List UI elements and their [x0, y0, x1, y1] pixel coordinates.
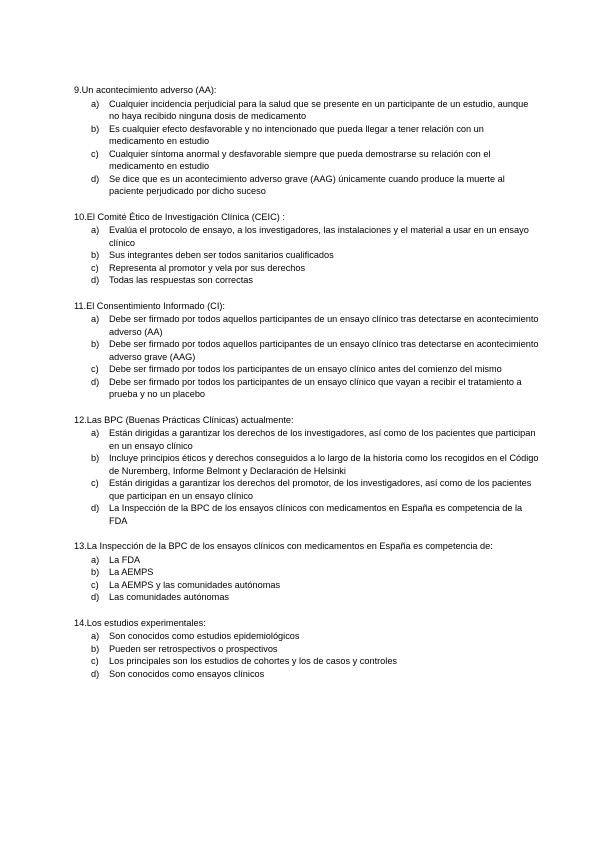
question-title: 10.El Comité Ético de Investigación Clínica (CEIC) : [74, 211, 285, 222]
option-letter: b) [91, 123, 100, 134]
question-11 [74, 300, 540, 401]
option-text: Son conocidos como estudios epidemiológicos [109, 631, 300, 641]
option-text: Son conocidos como ensayos clínicos [109, 668, 265, 679]
option-letter: b) [91, 453, 100, 463]
option-letter: b) [91, 567, 100, 577]
option-letter: a) [91, 225, 100, 235]
option-text: Están dirigidas a garantizar los derechos del promotor, de los investigadores, así como de los pacientes que participan en un ensayo clínico [109, 478, 532, 501]
option-c [74, 363, 540, 376]
question-title: 13.La Inspección de la BPC de los ensayos clínicos con medicamentos en España es competencia de: [74, 541, 493, 551]
option-list [74, 554, 540, 604]
option-d [74, 274, 540, 287]
option-list [74, 313, 540, 401]
option-list [74, 98, 540, 198]
option-a [74, 313, 540, 338]
option-b [74, 338, 540, 363]
option-b [74, 566, 540, 579]
option-text: Sus integrantes deben ser todos sanitarios cualificados [109, 250, 334, 260]
option-text: Es cualquier efecto desfavorable y no intencionado que pueda llegar a tener relación con un medicamento en estudio [109, 123, 484, 146]
question-title: 11.El Consentimiento Informado (CI): [74, 300, 225, 311]
option-letter: a) [91, 98, 100, 109]
option-list [74, 224, 540, 287]
option-letter: b) [91, 250, 100, 260]
option-b [74, 249, 540, 262]
option-letter: a) [91, 314, 100, 324]
option-text: La AEMPS y las comunidades autónomas [109, 579, 281, 590]
option-letter: d) [91, 275, 100, 285]
option-letter: d) [91, 173, 100, 184]
question-12 [74, 414, 540, 528]
option-letter: d) [91, 376, 100, 387]
option-c [74, 579, 540, 592]
option-text: Están dirigidas a garantizar los derechos de los investigadores, así como de los pacientes que participan en un ensayo clínico [109, 428, 536, 451]
option-text: Incluye principios éticos y derechos conseguidos a lo largo de la historia como los recogidos en el Código de Nuremberg, Informe Belmont y Declaración de Helsinki [109, 453, 539, 476]
option-text: Todas las respuestas son correctas [109, 275, 254, 285]
option-d [74, 591, 540, 604]
option-letter: c) [91, 148, 99, 159]
option-letter: c) [91, 579, 99, 590]
option-text: Pueden ser retrospectivos o prospectivos [109, 643, 278, 654]
option-letter: c) [91, 656, 99, 666]
option-a [74, 224, 540, 249]
option-b [74, 643, 540, 656]
option-text: Debe ser firmado por todos los participantes de un ensayo clínico antes del comienzo del mismo [109, 364, 502, 374]
option-d [74, 173, 540, 198]
option-text: La FDA [109, 554, 141, 565]
option-letter: a) [91, 428, 100, 438]
option-text: Debe ser firmado por todos los participantes de un ensayo clínico que vayan a recibir el tratamiento a prueba y no un placebo [109, 376, 522, 399]
option-a [74, 630, 540, 643]
option-text: Se dice que es un acontecimiento adverso grave (AAG) únicamente cuando produce la muerte al paciente perjudicado por dicho suceso [109, 173, 505, 196]
option-letter: d) [91, 668, 100, 679]
question-14 [74, 617, 540, 681]
option-a [74, 98, 540, 123]
option-d [74, 376, 540, 401]
option-text: Cualquier síntoma anormal y desfavorable siempre que pueda demostrarse su relación con el medicamento en estudio [109, 148, 491, 171]
option-c [74, 148, 540, 173]
option-c [74, 655, 540, 668]
option-letter: c) [91, 478, 99, 488]
question-9 [74, 84, 540, 198]
option-a [74, 427, 540, 452]
question-title: 12.Las BPC (Buenas Prácticas Clínicas) actualmente: [74, 414, 294, 425]
question-10 [74, 211, 540, 287]
option-letter: d) [91, 592, 100, 602]
option-text: Debe ser firmado por todos aquellos participantes de un ensayo clínico tras detectarse en acontecimiento adverso grave (AAG) [109, 339, 539, 362]
option-text: La AEMPS [109, 567, 154, 577]
option-letter: b) [91, 339, 100, 349]
option-text: Cualquier incidencia perjudicial para la salud que se presente en un participante de un estudio, aunque no haya recibido ninguna dosis de medicamento [109, 98, 529, 121]
option-d [74, 668, 540, 681]
option-letter: b) [91, 643, 100, 654]
option-c [74, 477, 540, 502]
option-letter: a) [91, 631, 100, 641]
option-letter: d) [91, 503, 100, 513]
option-text: Representa al promotor y vela por sus derechos [109, 262, 306, 273]
option-text: Evalúa el protocolo de ensayo, a los investigadores, las instalaciones y el material a usar en un ensayo clínico [109, 225, 529, 248]
question-13 [74, 540, 540, 604]
option-text: Los principales son los estudios de cohortes y los de casos y controles [109, 656, 398, 666]
option-c [74, 262, 540, 275]
question-title: 9.Un acontecimiento adverso (AA): [74, 85, 217, 95]
option-letter: a) [91, 554, 100, 565]
option-d [74, 502, 540, 527]
option-b [74, 452, 540, 477]
option-text: Las comunidades autónomas [109, 592, 230, 602]
option-b [74, 123, 540, 148]
option-a [74, 554, 540, 567]
option-letter: c) [91, 364, 99, 374]
option-list [74, 630, 540, 680]
option-letter: c) [91, 262, 99, 273]
question-title: 14.Los estudios experimentales: [74, 617, 206, 628]
option-list [74, 427, 540, 527]
option-text: Debe ser firmado por todos aquellos participantes de un ensayo clínico tras detectarse en acontecimiento adverso (AA) [109, 314, 539, 337]
option-text: La Inspección de la BPC de los ensayos clínicos con medicamentos en España es competencia de la FDA [109, 503, 523, 526]
